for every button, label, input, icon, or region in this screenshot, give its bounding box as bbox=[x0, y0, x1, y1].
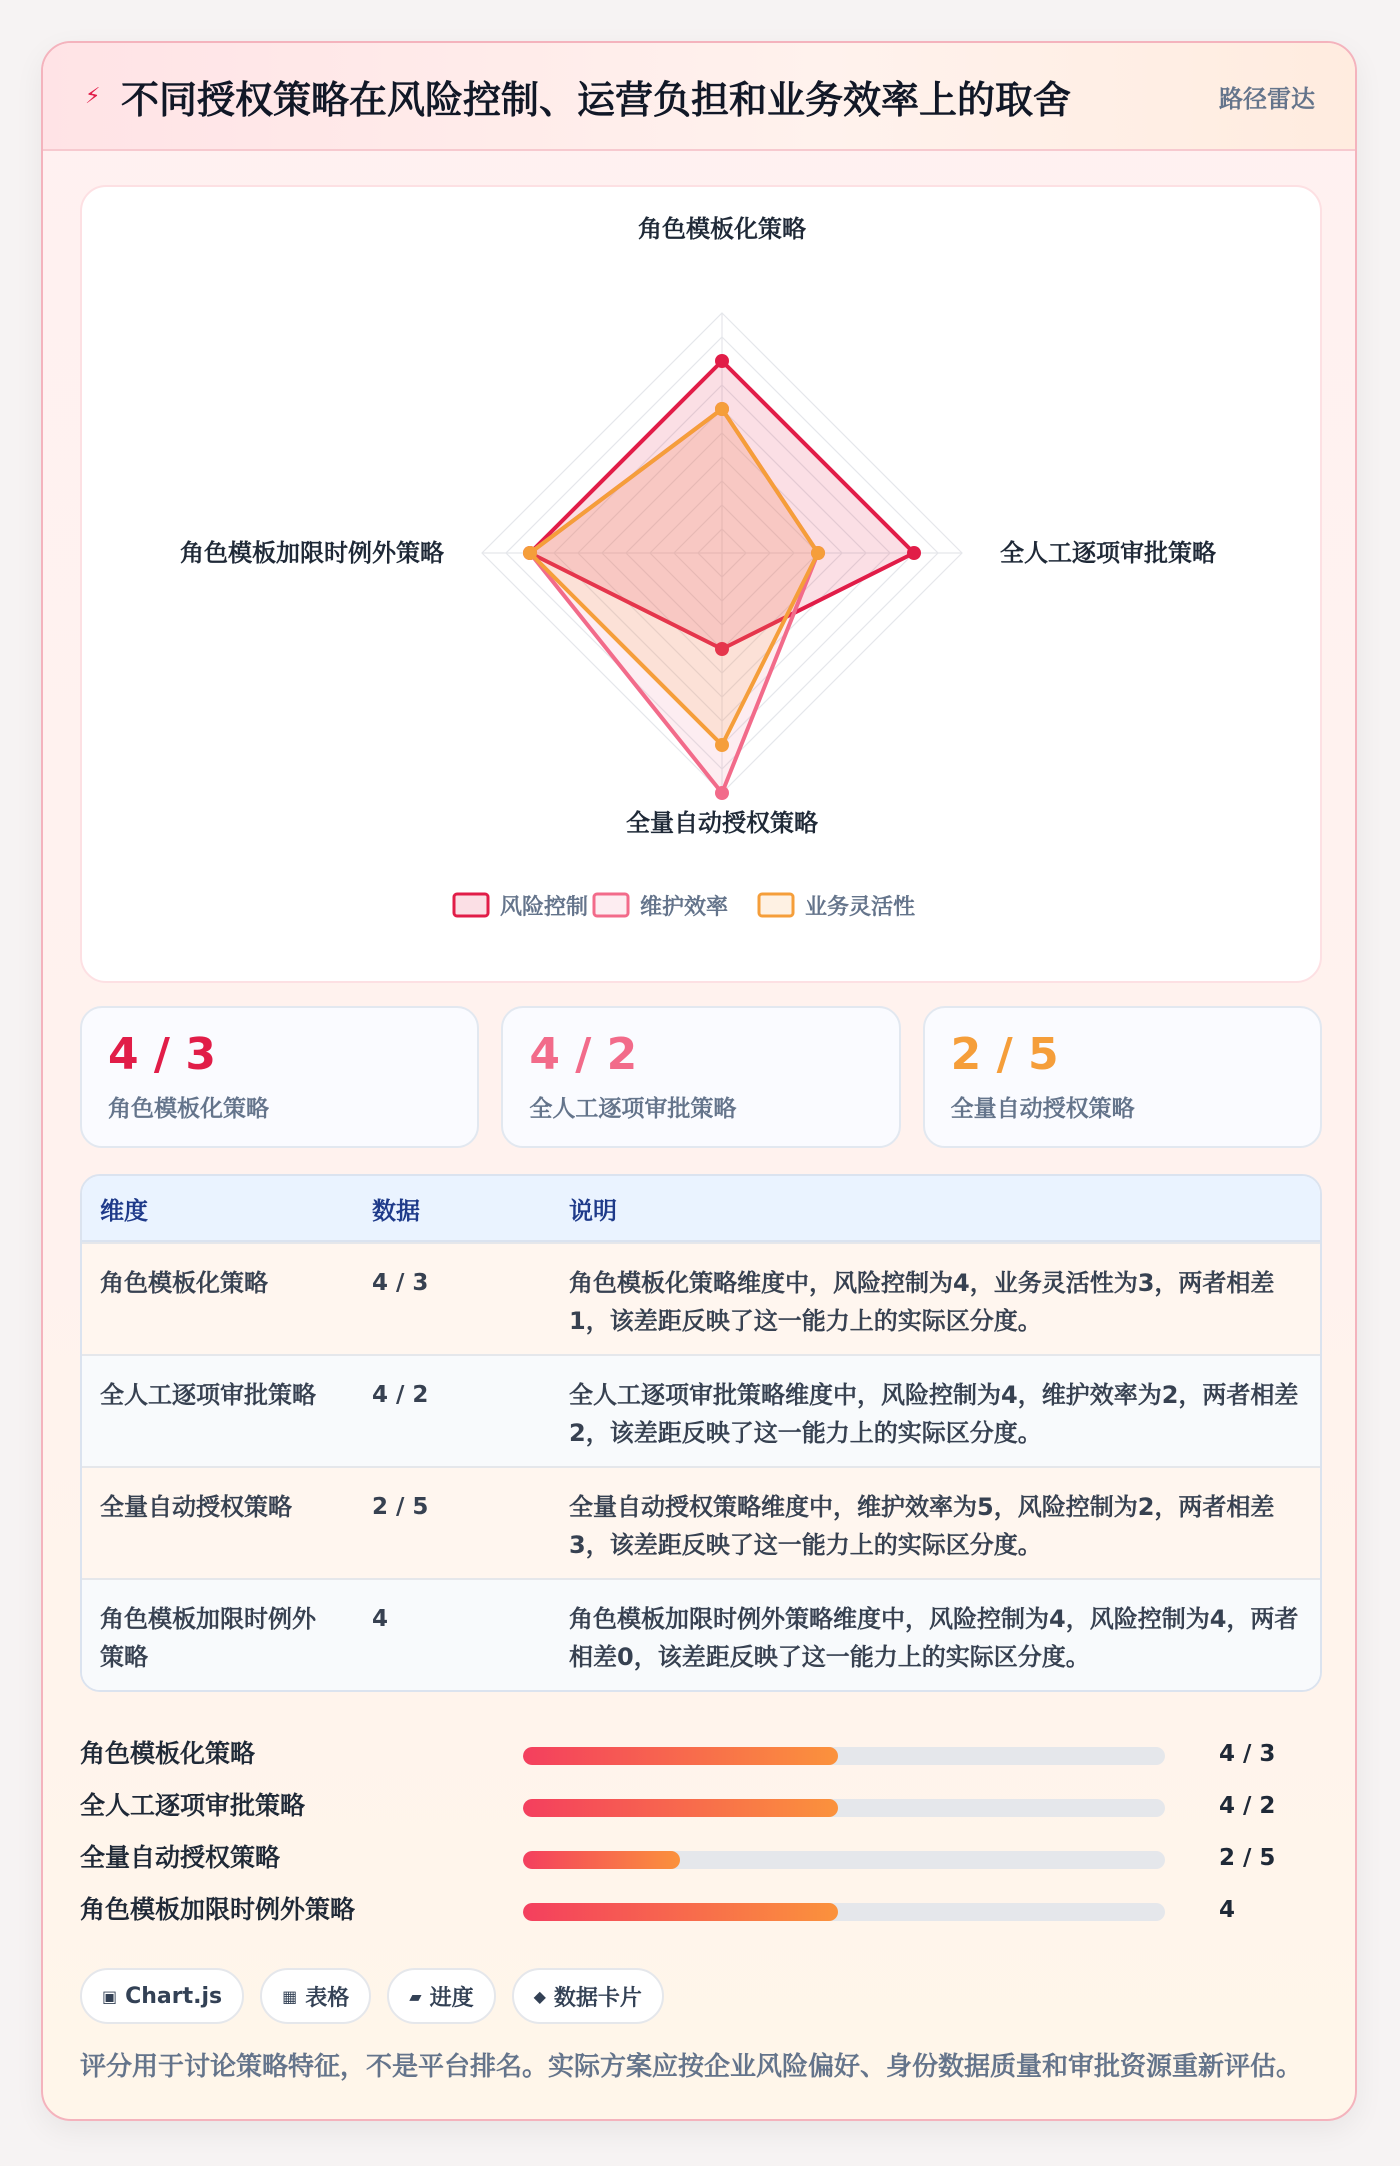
legend-swatch bbox=[759, 894, 793, 916]
cell-dimension: 全人工逐项审批策略 bbox=[100, 1381, 316, 1409]
stat-value: 2 / 5 bbox=[950, 1029, 1059, 1080]
progress-fill bbox=[523, 1903, 838, 1921]
progress-label: 角色模板化策略 bbox=[80, 1739, 256, 1768]
table-row bbox=[82, 1578, 1320, 1690]
progress-value: 2 / 5 bbox=[1219, 1845, 1276, 1871]
chip-label: 表格 bbox=[305, 1985, 350, 2011]
stat-card bbox=[80, 1006, 479, 1148]
axis-label: 全人工逐项审批策略 bbox=[1000, 539, 1216, 567]
page-title: 不同授权策略在风险控制、运营负担和业务效率上的取舍 bbox=[121, 77, 1072, 122]
progress-value: 4 / 3 bbox=[1219, 1741, 1276, 1767]
progress-row bbox=[80, 1736, 1322, 1788]
column-header: 数据 bbox=[372, 1196, 420, 1225]
progress-label: 角色模板加限时例外策略 bbox=[80, 1895, 356, 1924]
stat-cards bbox=[80, 1006, 1322, 1148]
data-point bbox=[715, 402, 729, 416]
progress-row bbox=[80, 1840, 1322, 1892]
tag-chips bbox=[80, 1968, 664, 2024]
progress-fill bbox=[523, 1747, 838, 1765]
cell-description: 全人工逐项审批策略维度中，风险控制为4，维护效率为2，两者相差2，该差距反映了这一能力上的实际区分度。 bbox=[569, 1381, 1299, 1447]
table-header-row bbox=[82, 1176, 1320, 1242]
chip-chartjs[interactable] bbox=[80, 1968, 244, 2024]
cell-description: 角色模板化策略维度中，风险控制为4，业务灵活性为3，两者相差1，该差距反映了这一能力上的实际区分度。 bbox=[569, 1269, 1275, 1335]
cell-dimension: 角色模板加限时例外策略 bbox=[100, 1605, 316, 1671]
chip-table[interactable] bbox=[260, 1968, 371, 2024]
header-tag: 路径雷达 bbox=[1219, 84, 1315, 113]
legend-label: 业务灵活性 bbox=[805, 895, 916, 920]
chip-data-card[interactable] bbox=[512, 1968, 664, 2024]
progress-label: 全人工逐项审批策略 bbox=[80, 1791, 306, 1820]
stat-label: 全人工逐项审批策略 bbox=[529, 1096, 737, 1122]
stat-card bbox=[923, 1006, 1322, 1148]
legend-swatch bbox=[594, 894, 628, 916]
data-point bbox=[907, 546, 921, 560]
table-row bbox=[82, 1466, 1320, 1578]
progress-track bbox=[523, 1903, 1165, 1921]
cell-data: 2 / 5 bbox=[372, 1494, 429, 1520]
card-header bbox=[43, 43, 1355, 151]
data-point bbox=[715, 738, 729, 752]
stat-value: 4 / 3 bbox=[108, 1029, 216, 1080]
chip-label: 数据卡片 bbox=[553, 1985, 642, 2011]
cell-dimension: 全量自动授权策略 bbox=[100, 1493, 292, 1521]
progress-track bbox=[523, 1747, 1165, 1765]
cell-description: 全量自动授权策略维度中，维护效率为5，风险控制为2，两者相差3，该差距反映了这一能力上的实际区分度。 bbox=[569, 1493, 1275, 1559]
lightning-icon: ⚡ bbox=[85, 83, 101, 109]
stat-label: 全量自动授权策略 bbox=[950, 1096, 1135, 1122]
progress-value: 4 bbox=[1219, 1897, 1236, 1923]
card-icon: ◆ bbox=[533, 1986, 546, 2006]
stat-label: 角色模板化策略 bbox=[108, 1096, 269, 1122]
radar-chart bbox=[82, 187, 1320, 981]
table-icon: ▦ bbox=[282, 1986, 298, 2006]
chart-icon: ▣ bbox=[102, 1986, 118, 2006]
progress-label: 全量自动授权策略 bbox=[80, 1843, 281, 1872]
data-point bbox=[811, 546, 825, 560]
stat-value: 4 / 2 bbox=[529, 1029, 638, 1080]
progress-value: 4 / 2 bbox=[1219, 1793, 1276, 1819]
progress-fill bbox=[523, 1799, 838, 1817]
cell-description: 角色模板加限时例外策略维度中，风险控制为4，风险控制为4，两者相差0，该差距反映了这一能力上的实际区分度。 bbox=[569, 1605, 1299, 1671]
cell-data: 4 / 3 bbox=[372, 1270, 429, 1296]
table-row bbox=[82, 1242, 1320, 1354]
data-point bbox=[715, 354, 729, 368]
progress-row bbox=[80, 1788, 1322, 1840]
data-point bbox=[715, 786, 729, 800]
chip-label: 进度 bbox=[429, 1985, 474, 2011]
cell-dimension: 角色模板化策略 bbox=[100, 1269, 268, 1297]
progress-row bbox=[80, 1892, 1322, 1944]
strategy-card bbox=[41, 41, 1357, 2121]
stat-card bbox=[501, 1006, 900, 1148]
data-point bbox=[523, 546, 537, 560]
legend-swatch bbox=[454, 894, 488, 916]
table-row bbox=[82, 1354, 1320, 1466]
axis-label: 角色模板化策略 bbox=[638, 215, 806, 243]
progress-track bbox=[523, 1799, 1165, 1817]
legend-label: 风险控制 bbox=[500, 895, 589, 920]
cell-data: 4 bbox=[372, 1606, 389, 1632]
progress-list bbox=[80, 1736, 1322, 1944]
chip-progress[interactable] bbox=[387, 1968, 495, 2024]
data-table bbox=[80, 1174, 1322, 1692]
chip-label: Chart.js bbox=[125, 1983, 223, 2009]
footnote: 评分用于讨论策略特征，不是平台排名。实际方案应按企业风险偏好、身份数据质量和审批资源重新评估。 bbox=[80, 2052, 1303, 2082]
column-header: 维度 bbox=[100, 1196, 148, 1225]
legend-label: 维护效率 bbox=[640, 895, 729, 920]
progress-icon: ▰ bbox=[409, 1986, 422, 2006]
progress-track bbox=[523, 1851, 1165, 1869]
progress-fill bbox=[523, 1851, 680, 1869]
cell-data: 4 / 2 bbox=[372, 1382, 429, 1408]
radar-chart-panel bbox=[80, 185, 1322, 983]
axis-label: 全量自动授权策略 bbox=[626, 809, 818, 837]
column-header: 说明 bbox=[569, 1196, 617, 1225]
axis-label: 角色模板加限时例外策略 bbox=[180, 539, 444, 567]
